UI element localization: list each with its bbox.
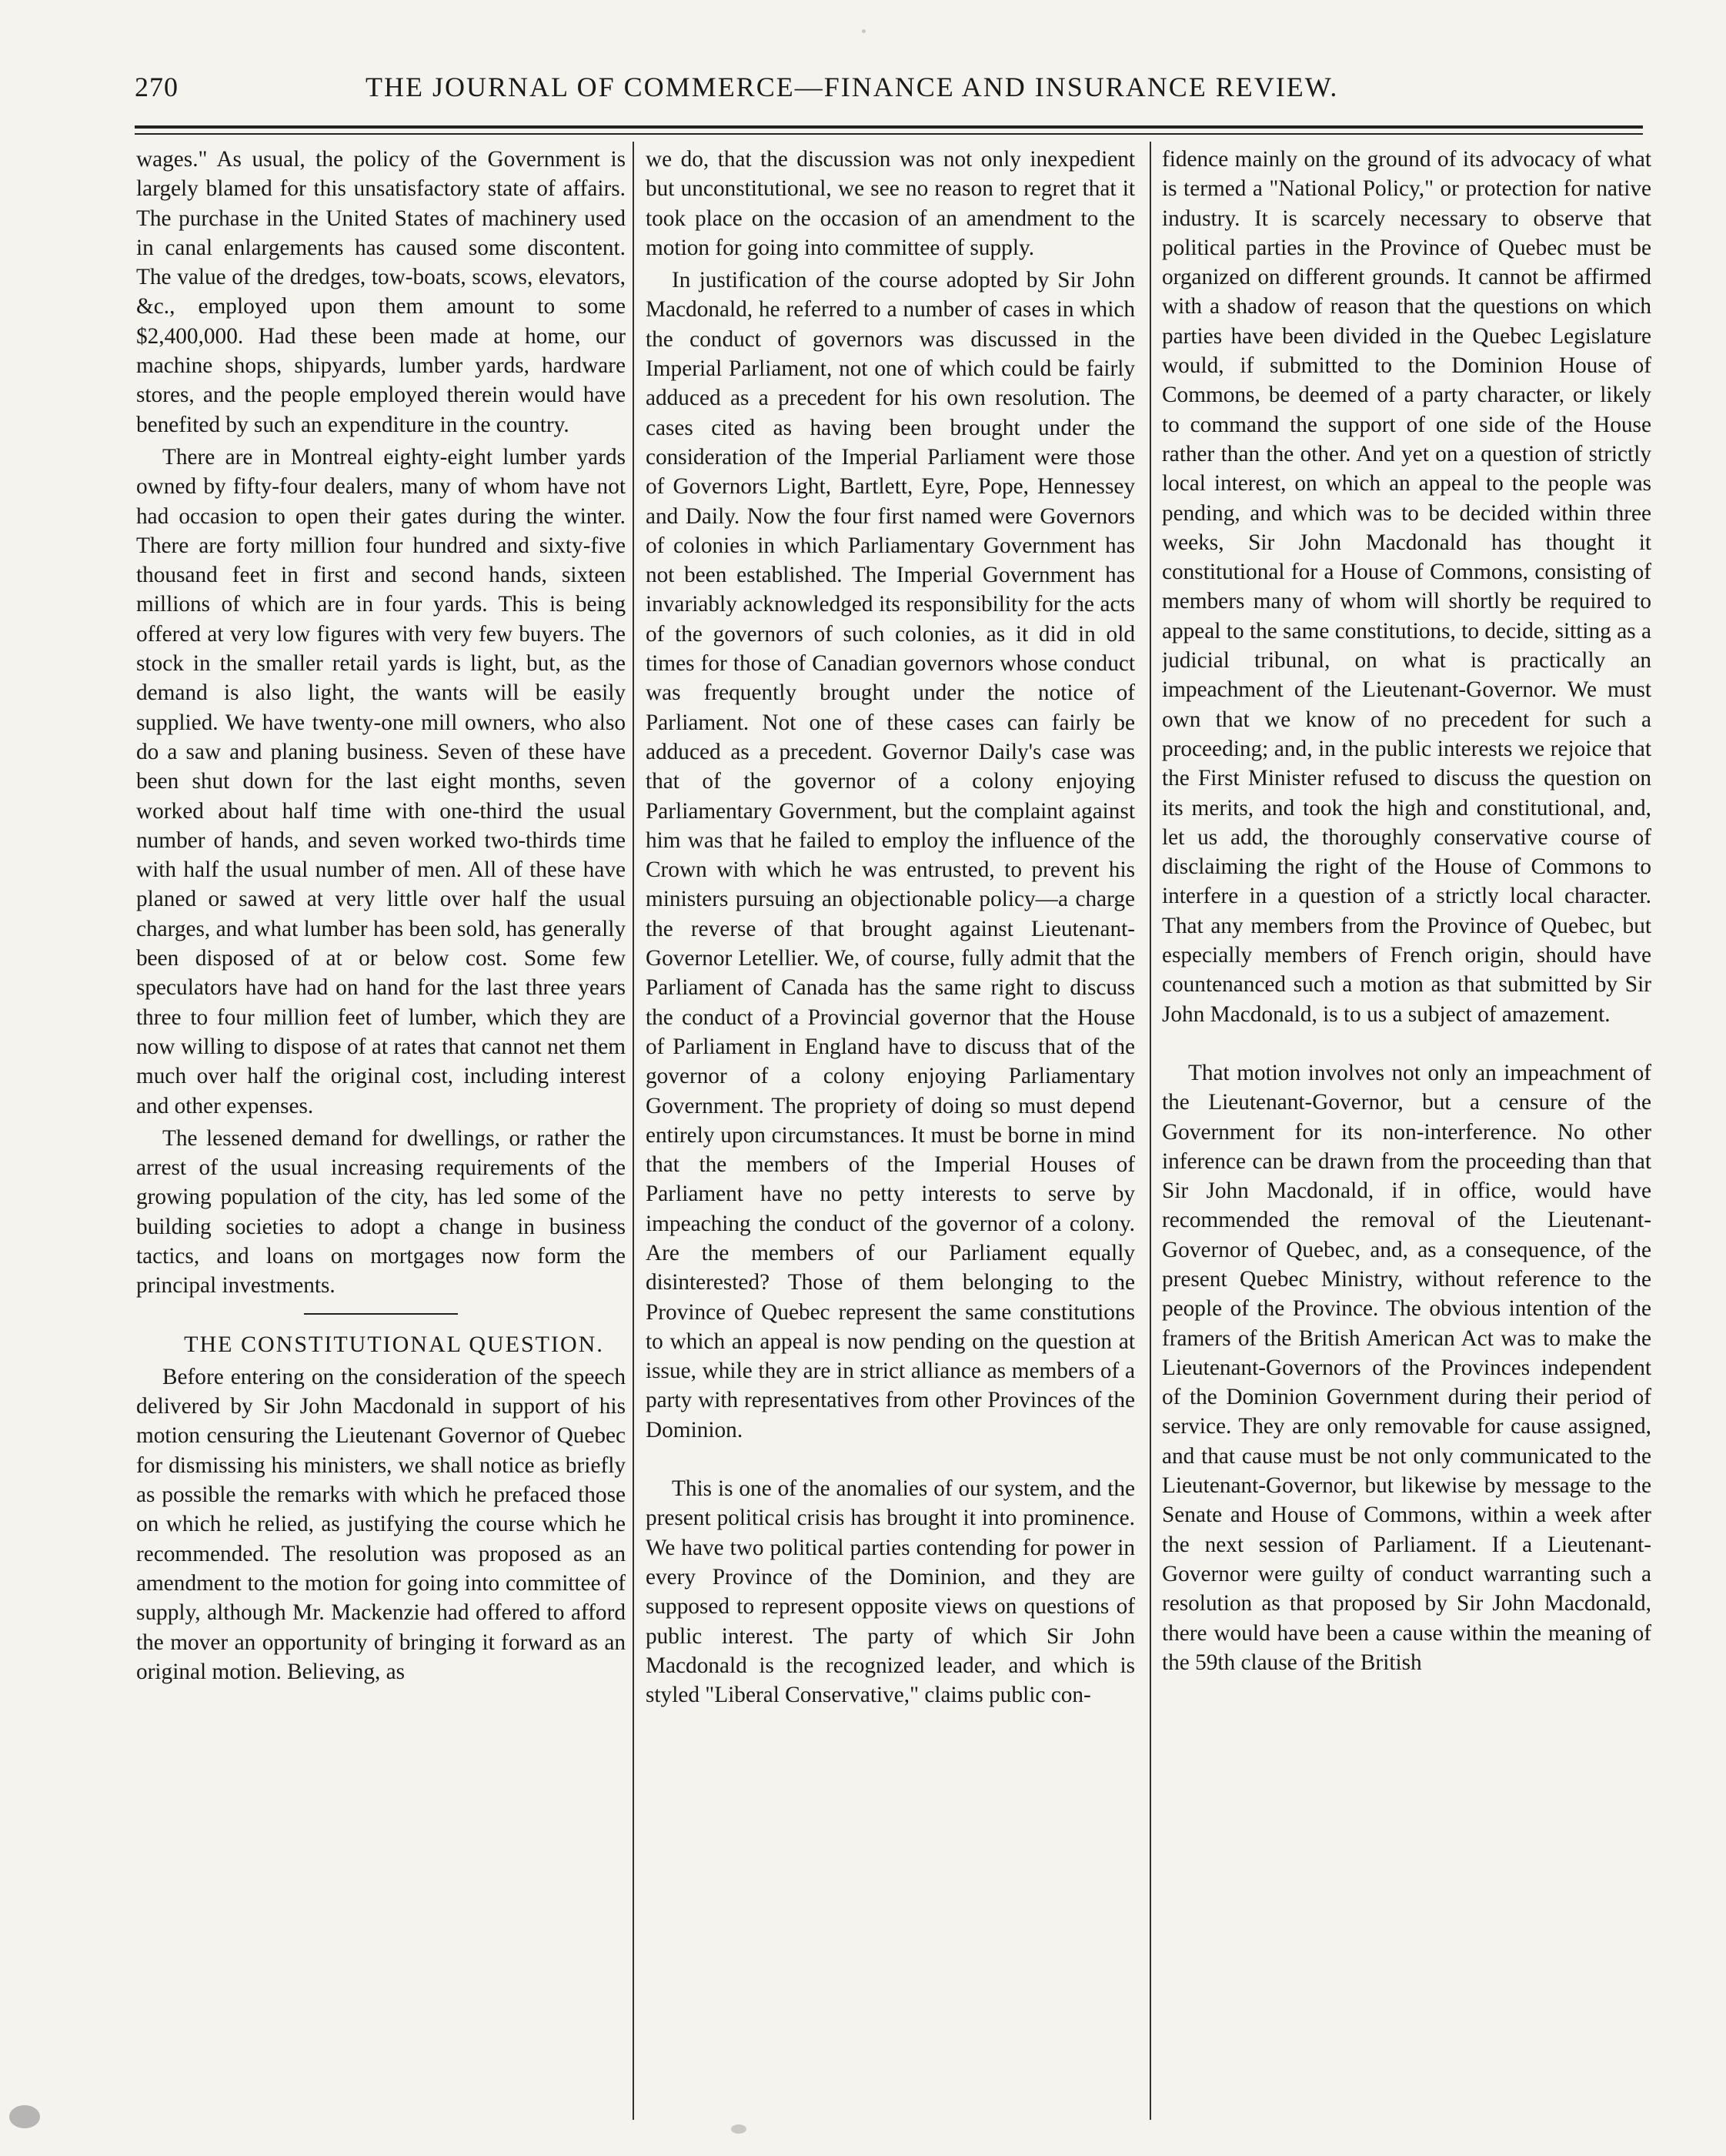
column-divider: [1150, 142, 1151, 2120]
paragraph: This is one of the anomalies of our system, and the present political crisis has brought it into prominence. We have two political parties contending for power in every Province of the Dominion, and they are supposed to represent opposite views on questions of public interest. The party of which Sir John Macdonald is the recognized leader, and which is styled "Liberal Conservative," claims public con-: [646, 1476, 1135, 1708]
page-number: 270: [135, 72, 179, 102]
paragraph: wages." As usual, the policy of the Government is largely blamed for this unsatisfactory state of affairs. The purchase in the United States of machinery used in canal enlargements has caused some discontent. The value of the dredges, tow-boats, scows, elevators, &c., employed upon them amount to some $2,400,000. Had these been made at home, our machine shops, shipyards, lumber yards, hardware stores, and the people employed therein would have benefited by such an expenditure in the country.: [136, 147, 626, 437]
column-3: [1162, 145, 1651, 2115]
header-rule: [135, 125, 1643, 135]
page-header: [135, 71, 1643, 117]
paragraph: The lessened demand for dwellings, or rather the arrest of the usual increasing requirements of the growing population of the city, has led some of the building societies to adopt a change in business tactics, and loans on mortgages now form the principal investments.: [136, 1125, 626, 1299]
paragraph: fidence mainly on the ground of its advocacy of what is termed a "National Policy," or protection for native industry. It is scarcely necessary to observe that political parties in the Province of Quebec must be organized on different grounds. It cannot be affirmed with a shadow of reason that the questions on which parties have been divided in the Quebec Legislature would, if submitted to the Dominion House of Commons, be deemed of a party character, or likely to command the support of one side of the House rather than the other. And yet on a question of strictly local interest, on which an appeal to the people was pending, and which was to be decided within three weeks, Sir John Macdonald has thought it constitutional for a House of Commons, consisting of members many of whom will shortly be required to appeal to the same constitutions, to decide, sitting as a judicial tribunal, on what is practically an impeachment of the Lieutenant-Governor. We must own that we know of no precedent for such a proceeding; and, in the public interests we rejoice that the First Minister refused to discuss the question on its merits, and took the high and constitutional, and, let us add, the thoroughly conservative course of disclaiming the right of the House of Commons to interfere in a question of a strictly local character. That any members from the Province of Quebec, but especially members of French origin, should have countenanced such a motion as that submitted by Sir John Macdonald, is to us a subject of amazement.: [1162, 147, 1651, 1027]
print-speck: [731, 2124, 746, 2134]
print-speck: [9, 2105, 40, 2128]
column-divider: [633, 142, 634, 2120]
paragraph: That motion involves not only an impeachment of the Lieutenant-Governor, but a censure of the Government for its non-interference. No other inference can be drawn from the proceeding than that Sir John Macdonald, if in office, would have recommended the removal of the Lieutenant-Governor of Quebec, and, as a consequence, of the present Quebec Ministry, without reference to the people of the Province. The obvious intention of the framers of the British American Act was to make the Lieutenant-Governors of the Provinces independent of the Dominion Government during their period of service. They are only removable for cause assigned, and that cause must be not only communicated to the Lieutenant-Governor, but likewise by message to the Senate and House of Commons, within a week after the next session of Parliament. If a Lieutenant-Governor were guilty of conduct warranting such a resolution as that proposed by Sir John Macdonald, there would have been a cause within the meaning of the 59th clause of the British: [1162, 1060, 1651, 1675]
article-heading: THE CONSTITUTIONAL QUESTION.: [184, 1331, 604, 1357]
print-speck: [862, 29, 866, 33]
journal-title: THE JOURNAL OF COMMERCE—FINANCE AND INSURANCE REVIEW.: [366, 72, 1339, 102]
paragraph: Before entering on the consideration of the speech delivered by Sir John Macdonald in support of his motion censuring the Lieutenant Governor of Quebec for dismissing his ministers, we shall notice as briefly as possible the remarks with which he prefaced those on which he relied, as justifying the course which he recommended. The resolution was proposed as an amendment to the motion for going into committee of supply, although Mr. Mackenzie had offered to afford the mover an opportunity of bringing it forward as an original motion. Believing, as: [136, 1364, 626, 1684]
column-2: [646, 145, 1135, 2115]
paragraph: In justification of the course adopted by Sir John Macdonald, he referred to a number of cases in which the conduct of governors was discussed in the Imperial Parliament, not one of which could be fairly adduced as a precedent for his own resolution. The cases cited as having been brought under the consideration of the Imperial Parliament were those of Governors Light, Bartlett, Eyre, Pope, Hennessey and Daily. Now the four first named were Governors of colonies in which Parliamentary Government has not been established. The Imperial Government has invariably acknowledged its responsibility for the acts of the governors of such colonies, as it did in old times for those of Canadian governors whose conduct was frequently brought under the notice of Parliament. Not one of these cases can fairly be adduced as a precedent. Governor Daily's case was that of the governor of a colony enjoying Parliamentary Government, but the complaint against him was that he failed to employ the influence of the Crown with which he was entrusted, to prevent his ministers pursuing an objectionable policy—a charge the reverse of that brought against Lieutenant-Governor Letellier. We, of course, fully admit that the Parliament of Canada has the same right to discuss the conduct of a Provincial governor that the House of Parliament in England have to discuss that of the governor of a colony enjoying Parliamentary Government. The propriety of doing so must depend entirely upon circumstances. It must be borne in mind that the members of the Imperial Houses of Parliament have no petty interests to serve by impeaching the conduct of the governor of a colony. Are the members of our Parliament equally disinterested? Those of them belonging to the Province of Quebec represent the same constitutions to which an appeal is now pending on the question at issue, while they are in strict alliance as members of a party with representatives from other Provinces of the Dominion.: [646, 268, 1135, 1442]
section-divider: [304, 1313, 458, 1315]
column-1: [136, 145, 626, 2115]
paragraph: There are in Montreal eighty-eight lumber yards owned by fifty-four dealers, many of whom have not had occasion to open their gates during the winter. There are forty million four hundred and sixty-five thousand feet in first and second hands, sixteen millions of which are in four yards. This is being offered at very low figures with very few buyers. The stock in the smaller retail yards is light, but, as the demand is also light, the wants will be easily supplied. We have twenty-one mill owners, who also do a saw and planing business. Seven of these have been shut down for the last eight months, seven worked about half time with one-third the usual number of hands, and seven worked two-thirds time with half the usual number of men. All of these have planed or sawed at very little over half the usual charges, and what lumber has been sold, has generally been disposed of at or below cost. Some few speculators have had on hand for the last three years three to four million feet of lumber, which they are now willing to dispose of at rates that cannot net them much over half the original cost, including interest and other expenses.: [136, 444, 626, 1118]
paragraph: we do, that the discussion was not only inexpedient but unconstitutional, we see no reason to regret that it took place on the occasion of an amendment to the motion for going into committee of supply.: [646, 147, 1135, 260]
